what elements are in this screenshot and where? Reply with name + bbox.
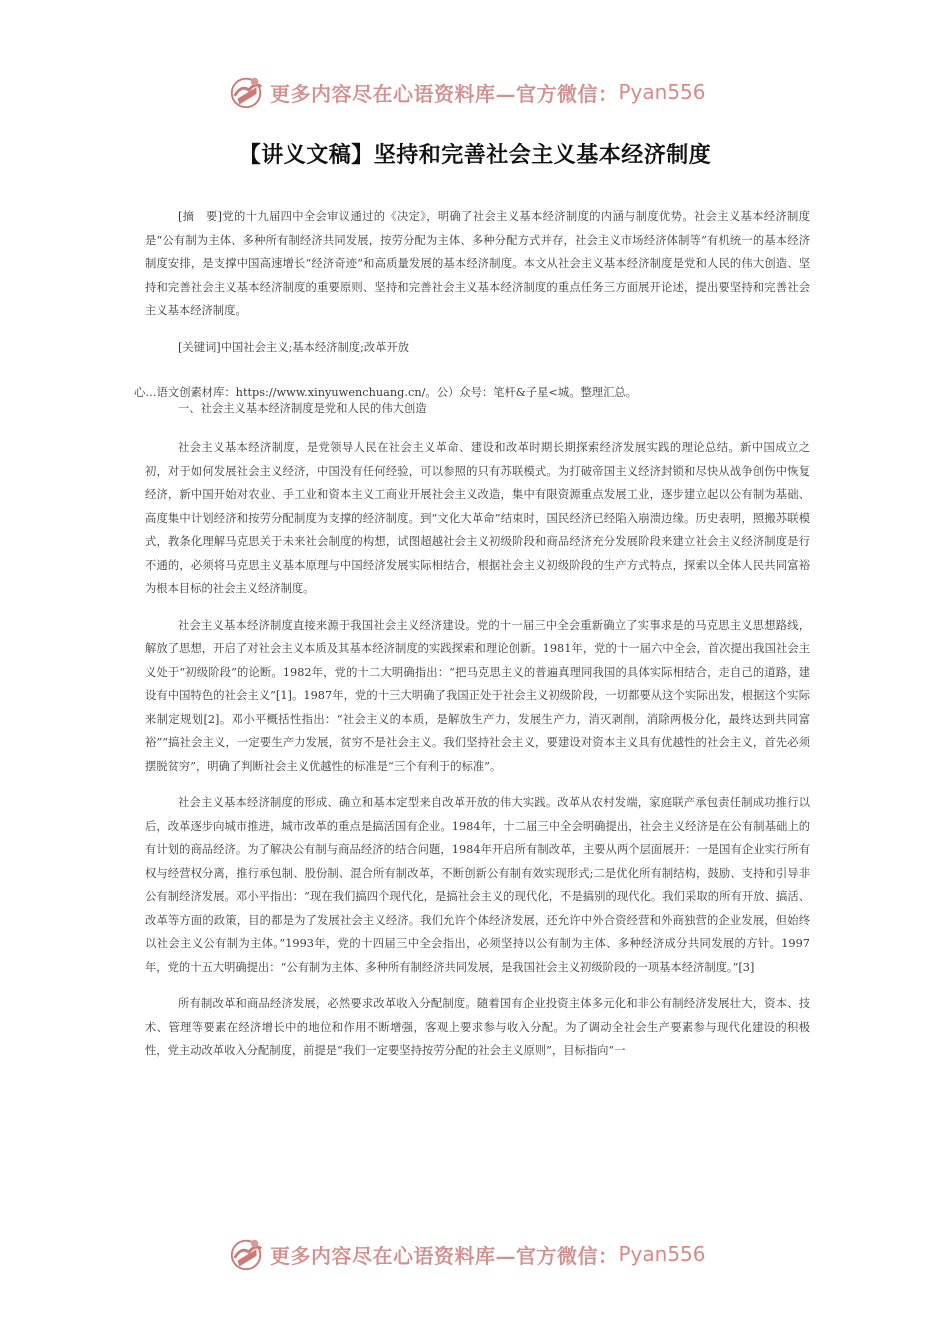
wechat-id: Pyan556 bbox=[618, 1242, 706, 1266]
banner-text: 更多内容尽在心语资料库—官方微信： bbox=[270, 1243, 619, 1268]
keywords-line: [关键词]中国社会主义;基本经济制度;改革开放 bbox=[178, 341, 410, 354]
abstract-block bbox=[145, 205, 810, 333]
document-title: 【讲义文稿】坚持和完善社会主义基本经济制度 bbox=[238, 143, 712, 168]
body-paragraph: 社会主义基本经济制度，是党领导人民在社会主义革命、建设和改革时期长期探索经济发展实践的理论总结。新中国成立之初，对于如何发展社会主义经济，中国没有任何经验，可以参照的只有苏联模式。为打破帝国主义经济封锁和尽快从战争创伤中恢复经济，新中国开始对农业、手工业和资本主义工商业开展社会主义改造，集中有限资源重点发展工业，逐步建立起以公有制为基础、高度集中计划经济和按劳分配制度为支撑的经济制度。到“文化大革命”结束时，国民经济已经陷入崩溃边缘。历史表明，照搬苏联模式，教条化理解马克思关于未来社会制度的构想，试图超越社会主义初级阶段和商品经济充分发展阶段来建立社会主义经济制度是行不通的，必须将马克思主义基本原理与中国经济发展实际相结合，根据社会主义初级阶段的生产方式特点，探索以全体人民共同富裕为根本目标的社会主义经济制度。 bbox=[145, 441, 810, 595]
body-paragraph: 社会主义基本经济制度直接来源于我国社会主义经济建设。党的十一届三中全会重新确立了实事求是的马克思主义思想路线，解放了思想，开启了对社会主义本质及其基本经济制度的实践探索和理论创新。1981年，党的十一届六中全会，首次提出我国社会主义处于“初级阶段”的论断。1982年，党的十二大明确指出：“把马克思主义的普遍真理同我国的具体实际相结合，走自己的道路，建设有中国特色的社会主义”[1]。1987年，党的十三大明确了我国正处于社会主义初级阶段，一切都要从这个实际出发，根据这个实际来制定规划[2]。邓小平概括性指出：“社会主义的本质，是解放生产力，发展生产力，消灭剥削，消除两极分化，最终达到共同富裕”“搞社会主义，一定要生产力发展，贫穷不是社会主义。我们坚持社会主义，要建设对资本主义具有优越性的社会主义，首先必须摆脱贫穷”，明确了判断社会主义优越性的标准是“三个有利于的标准”。 bbox=[145, 618, 810, 773]
source-note: 心…语文创素材库：https://www.xinyuwenchuang.cn/。公）众号：笔杆&子星<城。整理汇总。 bbox=[134, 386, 637, 399]
book-logo-icon bbox=[228, 1235, 266, 1273]
abstract-paragraph: [摘 要]党的十九届四中全会审议通过的《决定》，明确了社会主义基本经济制度的内涵与制度优势。社会主义基本经济制度是“公有制为主体、多种所有制经济共同发展，按劳分配为主体、多种分配方式并存，社会主义市场经济体制等”有机统一的基本经济制度安排，是支撑中国高速增长“经济奇迹”和高质量发展的基本经济制度。本文从社会主义基本经济制度是党和人民的伟大创造、坚持和完善社会主义基本经济制度的重要原则、坚持和完善社会主义基本经济制度的重点任务三方面展开论述，提出要坚持和完善社会主义基本经济制度。 bbox=[145, 210, 810, 317]
main-text bbox=[145, 436, 810, 1076]
section-heading: 一、社会主义基本经济制度是党和人民的伟大创造 bbox=[178, 402, 427, 415]
keywords-block bbox=[145, 336, 810, 370]
wechat-id: Pyan556 bbox=[618, 80, 706, 104]
footer-banner bbox=[0, 1232, 950, 1276]
body-paragraph: 社会主义基本经济制度的形成、确立和基本定型来自改革开放的伟大实践。改革从农村发端，家庭联产承包责任制成功推行以后，改革逐步向城市推进，城市改革的重点是搞活国有企业。1984年，十二届三中全会明确提出，社会主义经济是在公有制基础上的有计划的商品经济。为了解决公有制与商品经济的结合问题，1984年开启所有制改革，主要从两个层面展开：一是国有企业实行所有权与经营权分离，推行承包制、股份制、混合所有制改革，不断创新公有制有效实现形式;二是优化所有制结构，鼓励、支持和引导非公有制经济发展。邓小平指出：“现在我们搞四个现代化，是搞社会主义的现代化，不是搞别的现代化。我们采取的所有开放、搞活、改革等方面的政策，目的都是为了发展社会主义经济。我们允许个体经济发展，还允许中外合资经营和外商独营的企业发展，但始终以社会主义公有制为主体。”1993年，党的十四届三中全会指出，必须坚持以公有制为主体、多种经济成分共同发展的方针。1997年，党的十五大明确提出：“公有制为主体、多种所有制经济共同发展，是我国社会主义初级阶段的一项基本经济制度。”[3] bbox=[145, 796, 810, 974]
header-banner bbox=[0, 70, 950, 114]
banner-text: 更多内容尽在心语资料库—官方微信： bbox=[270, 81, 619, 106]
book-logo-icon bbox=[228, 73, 266, 111]
body-paragraph: 所有制改革和商品经济发展，必然要求改革收入分配制度。随着国有企业投资主体多元化和非公有制经济发展壮大，资本、技术、管理等要素在经济增长中的地位和作用不断增强，客观上要求参与收入分配。为了调动全社会生产要素参与现代化建设的积极性，党主动改革收入分配制度，前提是“我们一定要坚持按劳分配的社会主义原则”，目标指向“一 bbox=[145, 997, 810, 1057]
